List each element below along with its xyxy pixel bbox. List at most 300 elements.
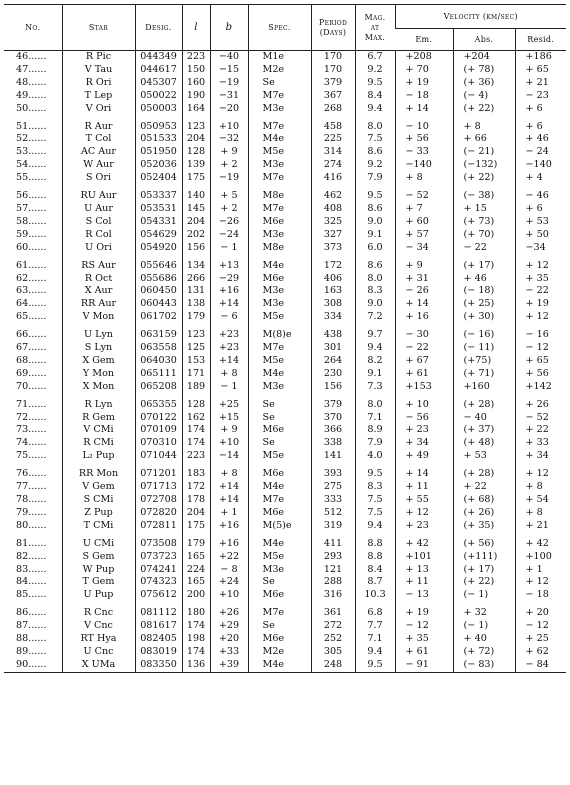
star-name: U CMi: [62, 533, 135, 551]
star-name: X UMa: [62, 659, 135, 672]
velocity-em: + 19: [395, 602, 453, 620]
star-name: T Col: [62, 133, 135, 146]
designation: 061702: [135, 311, 182, 324]
galactic-latitude: + 8: [210, 463, 248, 481]
table-row: [4, 229, 566, 242]
table-row: [4, 355, 566, 368]
velocity-em: + 42: [395, 533, 453, 551]
period: 305: [311, 646, 355, 659]
galactic-latitude: +20: [210, 633, 248, 646]
magnitude-at-max: 7.9: [355, 172, 395, 185]
star-name: T CMi: [62, 520, 135, 533]
period: 293: [311, 551, 355, 564]
velocity-abs: (+ 30): [453, 311, 515, 324]
velocity-em: + 14: [395, 298, 453, 311]
star-number: 67......: [16, 342, 47, 354]
designation: 081112: [135, 602, 182, 620]
designation: 064030: [135, 355, 182, 368]
velocity-abs: − 40: [453, 412, 515, 425]
magnitude-at-max: 7.1: [355, 412, 395, 425]
velocity-abs: (+ 37): [453, 424, 515, 437]
spectral-type: M8e: [248, 242, 311, 255]
table-row: [4, 311, 566, 324]
period: 379: [311, 77, 355, 90]
galactic-longitude: 164: [182, 103, 210, 116]
star-number: 49......: [16, 89, 47, 101]
spectral-type: M6e: [248, 633, 311, 646]
star-number: 90......: [16, 658, 47, 670]
galactic-longitude: 138: [182, 298, 210, 311]
galactic-longitude: 204: [182, 216, 210, 229]
star-name: U Cnc: [62, 646, 135, 659]
spectral-type: M2e: [248, 646, 311, 659]
star-name: U Lyn: [62, 324, 135, 342]
galactic-latitude: + 5: [210, 185, 248, 203]
star-number: 68......: [16, 354, 47, 366]
period: 268: [311, 103, 355, 116]
galactic-longitude: 204: [182, 507, 210, 520]
designation: 083350: [135, 659, 182, 672]
magnitude-at-max: 9.2: [355, 159, 395, 172]
galactic-longitude: 175: [182, 172, 210, 185]
magnitude-at-max: 6.8: [355, 602, 395, 620]
velocity-em: − 33: [395, 146, 453, 159]
galactic-latitude: +10: [210, 589, 248, 602]
velocity-resid: + 46: [515, 133, 566, 146]
spectral-type: M2e: [248, 64, 311, 77]
galactic-latitude: +16: [210, 520, 248, 533]
designation: 081617: [135, 620, 182, 633]
velocity-em: − 10: [395, 116, 453, 134]
designation: 052036: [135, 159, 182, 172]
table-row: [4, 342, 566, 355]
header-desig: Desig.: [135, 5, 182, 51]
galactic-latitude: + 2: [210, 159, 248, 172]
velocity-em: − 18: [395, 90, 453, 103]
spectral-type: M6e: [248, 507, 311, 520]
spectral-type: M6e: [248, 463, 311, 481]
table-body: [4, 51, 566, 673]
star-name: R Cnc: [62, 602, 135, 620]
star-name: V CMi: [62, 424, 135, 437]
velocity-abs: (+ 68): [453, 494, 515, 507]
velocity-abs: (− 18): [453, 285, 515, 298]
magnitude-at-max: 8.0: [355, 394, 395, 412]
star-name: R Col: [62, 229, 135, 242]
star-number: 70......: [16, 380, 47, 392]
velocity-em: + 35: [395, 633, 453, 646]
velocity-abs: + 22: [453, 481, 515, 494]
designation: 055646: [135, 255, 182, 273]
magnitude-at-max: 7.2: [355, 311, 395, 324]
velocity-abs: − 22: [453, 242, 515, 255]
velocity-abs: + 32: [453, 602, 515, 620]
star-number: 63......: [16, 285, 47, 297]
period: 252: [311, 633, 355, 646]
velocity-resid: + 42: [515, 533, 566, 551]
velocity-em: − 34: [395, 242, 453, 255]
table-row: [4, 133, 566, 146]
star-name: U Pup: [62, 589, 135, 602]
velocity-resid: + 12: [515, 463, 566, 481]
period: 264: [311, 355, 355, 368]
spectral-type: Se: [248, 77, 311, 90]
velocity-abs: (+ 36): [453, 77, 515, 90]
velocity-abs: (+ 17): [453, 564, 515, 577]
galactic-latitude: +14: [210, 355, 248, 368]
period: 316: [311, 589, 355, 602]
velocity-abs: (+ 26): [453, 507, 515, 520]
velocity-resid: − 12: [515, 620, 566, 633]
magnitude-at-max: 9.7: [355, 324, 395, 342]
designation: 072820: [135, 507, 182, 520]
galactic-longitude: 200: [182, 589, 210, 602]
velocity-em: − 26: [395, 285, 453, 298]
magnitude-at-max: 7.5: [355, 494, 395, 507]
period: 334: [311, 311, 355, 324]
designation: 051950: [135, 146, 182, 159]
galactic-latitude: +16: [210, 533, 248, 551]
velocity-resid: −140: [515, 159, 566, 172]
velocity-resid: + 21: [515, 77, 566, 90]
velocity-resid: + 6: [515, 203, 566, 216]
period: 230: [311, 368, 355, 381]
velocity-resid: + 6: [515, 103, 566, 116]
star-number: 57......: [16, 202, 47, 214]
period: 325: [311, 216, 355, 229]
galactic-latitude: +26: [210, 602, 248, 620]
table-row: [4, 602, 566, 620]
star-name: S Ori: [62, 172, 135, 185]
galactic-latitude: − 1: [210, 242, 248, 255]
table-row: [4, 242, 566, 255]
velocity-abs: +204: [453, 51, 515, 64]
galactic-longitude: 179: [182, 311, 210, 324]
spectral-type: M7e: [248, 494, 311, 507]
star-name: R Ori: [62, 77, 135, 90]
velocity-abs: + 66: [453, 133, 515, 146]
velocity-resid: +186: [515, 51, 566, 64]
period: 512: [311, 507, 355, 520]
star-number: 65......: [16, 311, 47, 323]
table-row: [4, 298, 566, 311]
velocity-abs: (+ 35): [453, 520, 515, 533]
star-name: R Gem: [62, 412, 135, 425]
velocity-resid: − 46: [515, 185, 566, 203]
galactic-longitude: 174: [182, 424, 210, 437]
period: 367: [311, 90, 355, 103]
velocity-resid: + 6: [515, 116, 566, 134]
velocity-em: + 13: [395, 564, 453, 577]
velocity-abs: (+ 28): [453, 394, 515, 412]
star-name: S CMi: [62, 494, 135, 507]
velocity-abs: (−132): [453, 159, 515, 172]
period: 361: [311, 602, 355, 620]
table-row: [4, 64, 566, 77]
velocity-resid: + 21: [515, 520, 566, 533]
magnitude-at-max: 9.4: [355, 342, 395, 355]
star-name: T Lep: [62, 90, 135, 103]
star-name: X Gem: [62, 355, 135, 368]
velocity-resid: + 4: [515, 172, 566, 185]
magnitude-at-max: 9.1: [355, 368, 395, 381]
galactic-longitude: 136: [182, 659, 210, 672]
designation: 060443: [135, 298, 182, 311]
period: 366: [311, 424, 355, 437]
table-row: [4, 185, 566, 203]
period: 172: [311, 255, 355, 273]
galactic-longitude: 178: [182, 494, 210, 507]
designation: 051533: [135, 133, 182, 146]
magnitude-at-max: 8.2: [355, 355, 395, 368]
table-row: [4, 589, 566, 602]
star-number: 71......: [16, 398, 47, 410]
star-name: S Gem: [62, 551, 135, 564]
spectral-type: M4e: [248, 533, 311, 551]
period: 288: [311, 576, 355, 589]
table-row: [4, 172, 566, 185]
star-number: 79......: [16, 506, 47, 518]
magnitude-at-max: 8.4: [355, 90, 395, 103]
star-number: 54......: [16, 159, 47, 171]
velocity-em: +153: [395, 381, 453, 394]
galactic-latitude: −19: [210, 77, 248, 90]
designation: 075612: [135, 589, 182, 602]
table-row: [4, 633, 566, 646]
magnitude-at-max: 8.7: [355, 576, 395, 589]
galactic-longitude: 174: [182, 646, 210, 659]
galactic-latitude: +14: [210, 481, 248, 494]
header-l: l: [182, 5, 210, 51]
magnitude-at-max: 9.5: [355, 463, 395, 481]
galactic-latitude: +10: [210, 437, 248, 450]
star-number: 60......: [16, 241, 47, 253]
velocity-em: − 12: [395, 620, 453, 633]
spectral-type: M3e: [248, 381, 311, 394]
magnitude-at-max: 7.3: [355, 381, 395, 394]
spectral-type: M7e: [248, 116, 311, 134]
galactic-latitude: − 8: [210, 564, 248, 577]
velocity-abs: (+ 78): [453, 64, 515, 77]
table-container: [4, 4, 566, 673]
velocity-resid: + 34: [515, 450, 566, 463]
galactic-latitude: +16: [210, 285, 248, 298]
spectral-type: Se: [248, 412, 311, 425]
table-row: [4, 412, 566, 425]
galactic-longitude: 223: [182, 450, 210, 463]
star-name: V Mon: [62, 311, 135, 324]
velocity-abs: + 8: [453, 116, 515, 134]
table-row: [4, 255, 566, 273]
velocity-em: + 14: [395, 463, 453, 481]
header-b: b: [210, 5, 248, 51]
star-number: 69......: [16, 367, 47, 379]
galactic-longitude: 165: [182, 576, 210, 589]
star-number: 85......: [16, 589, 47, 601]
galactic-latitude: +39: [210, 659, 248, 672]
galactic-longitude: 128: [182, 394, 210, 412]
magnitude-at-max: 9.4: [355, 103, 395, 116]
galactic-longitude: 140: [182, 185, 210, 203]
designation: 065355: [135, 394, 182, 412]
velocity-resid: − 18: [515, 589, 566, 602]
table-row: [4, 450, 566, 463]
magnitude-at-max: 9.4: [355, 646, 395, 659]
star-number: 47......: [16, 63, 47, 75]
velocity-em: + 11: [395, 576, 453, 589]
star-number: 76......: [16, 468, 47, 480]
designation: 065208: [135, 381, 182, 394]
spectral-type: M3e: [248, 159, 311, 172]
spectral-type: Se: [248, 576, 311, 589]
velocity-resid: + 33: [515, 437, 566, 450]
star-name: V Cnc: [62, 620, 135, 633]
star-name: AC Aur: [62, 146, 135, 159]
table-row: [4, 424, 566, 437]
galactic-longitude: 183: [182, 463, 210, 481]
velocity-em: + 8: [395, 172, 453, 185]
star-number: 46......: [16, 51, 47, 62]
galactic-longitude: 179: [182, 533, 210, 551]
spectral-type: M5e: [248, 146, 311, 159]
velocity-resid: − 24: [515, 146, 566, 159]
designation: 070310: [135, 437, 182, 450]
spectral-type: M7e: [248, 602, 311, 620]
spectral-type: M3e: [248, 298, 311, 311]
galactic-longitude: 131: [182, 285, 210, 298]
galactic-latitude: + 1: [210, 507, 248, 520]
galactic-latitude: −24: [210, 229, 248, 242]
galactic-longitude: 128: [182, 146, 210, 159]
galactic-longitude: 123: [182, 324, 210, 342]
magnitude-at-max: 8.6: [355, 255, 395, 273]
velocity-em: − 13: [395, 589, 453, 602]
galactic-longitude: 174: [182, 620, 210, 633]
spectral-type: M4e: [248, 368, 311, 381]
designation: 065111: [135, 368, 182, 381]
period: 393: [311, 463, 355, 481]
galactic-longitude: 171: [182, 368, 210, 381]
spectral-type: M4e: [248, 481, 311, 494]
period: 301: [311, 342, 355, 355]
velocity-resid: + 62: [515, 646, 566, 659]
velocity-em: + 61: [395, 646, 453, 659]
star-name: U Aur: [62, 203, 135, 216]
velocity-abs: +160: [453, 381, 515, 394]
magnitude-at-max: 8.3: [355, 481, 395, 494]
table-row: [4, 368, 566, 381]
velocity-em: + 55: [395, 494, 453, 507]
velocity-resid: − 23: [515, 90, 566, 103]
magnitude-at-max: 9.5: [355, 659, 395, 672]
spectral-type: M4e: [248, 133, 311, 146]
header-velocity: Velocity (km/sec): [395, 5, 566, 29]
star-number: 77......: [16, 481, 47, 493]
velocity-abs: (+ 22): [453, 576, 515, 589]
velocity-resid: − 22: [515, 285, 566, 298]
galactic-latitude: − 1: [210, 381, 248, 394]
table-header: [4, 5, 566, 51]
star-name: Y Mon: [62, 368, 135, 381]
magnitude-at-max: 8.6: [355, 203, 395, 216]
velocity-resid: +100: [515, 551, 566, 564]
galactic-latitude: +33: [210, 646, 248, 659]
galactic-latitude: + 9: [210, 424, 248, 437]
header-star: Star: [62, 5, 135, 51]
designation: 082405: [135, 633, 182, 646]
star-name: R CMi: [62, 437, 135, 450]
velocity-em: + 19: [395, 77, 453, 90]
velocity-abs: (+ 25): [453, 298, 515, 311]
velocity-resid: + 1: [515, 564, 566, 577]
star-number: 64......: [16, 298, 47, 310]
period: 458: [311, 116, 355, 134]
spectral-type: M6e: [248, 273, 311, 286]
star-number: 56......: [16, 190, 47, 202]
velocity-em: − 56: [395, 412, 453, 425]
galactic-longitude: 266: [182, 273, 210, 286]
designation: 070122: [135, 412, 182, 425]
velocity-resid: + 65: [515, 355, 566, 368]
star-name: RR Mon: [62, 463, 135, 481]
spectral-type: M(5)e: [248, 520, 311, 533]
velocity-abs: + 46: [453, 273, 515, 286]
galactic-latitude: + 9: [210, 146, 248, 159]
velocity-abs: + 40: [453, 633, 515, 646]
velocity-resid: + 26: [515, 394, 566, 412]
designation: 070109: [135, 424, 182, 437]
velocity-em: −140: [395, 159, 453, 172]
table-row: [4, 216, 566, 229]
galactic-longitude: 134: [182, 255, 210, 273]
velocity-resid: + 50: [515, 229, 566, 242]
velocity-em: + 49: [395, 450, 453, 463]
velocity-resid: + 25: [515, 633, 566, 646]
velocity-em: + 7: [395, 203, 453, 216]
galactic-latitude: −26: [210, 216, 248, 229]
galactic-latitude: +15: [210, 412, 248, 425]
velocity-abs: (− 38): [453, 185, 515, 203]
designation: 071713: [135, 481, 182, 494]
velocity-em: +208: [395, 51, 453, 64]
magnitude-at-max: 9.5: [355, 185, 395, 203]
header-em: Em.: [415, 34, 433, 44]
table-row: [4, 159, 566, 172]
galactic-longitude: 224: [182, 564, 210, 577]
spectral-type: M7e: [248, 203, 311, 216]
velocity-em: + 14: [395, 103, 453, 116]
magnitude-at-max: 9.2: [355, 64, 395, 77]
magnitude-at-max: 8.0: [355, 116, 395, 134]
star-name: X Mon: [62, 381, 135, 394]
galactic-longitude: 153: [182, 355, 210, 368]
magnitude-at-max: 4.0: [355, 450, 395, 463]
galactic-longitude: 190: [182, 90, 210, 103]
table-row: [4, 103, 566, 116]
velocity-resid: + 12: [515, 255, 566, 273]
star-name: R Lyn: [62, 394, 135, 412]
table-row: [4, 481, 566, 494]
period: 156: [311, 381, 355, 394]
table-row: [4, 146, 566, 159]
galactic-latitude: +23: [210, 342, 248, 355]
star-name: S Lyn: [62, 342, 135, 355]
galactic-latitude: +23: [210, 324, 248, 342]
period: 274: [311, 159, 355, 172]
velocity-resid: + 19: [515, 298, 566, 311]
velocity-em: + 23: [395, 520, 453, 533]
table-row: [4, 381, 566, 394]
